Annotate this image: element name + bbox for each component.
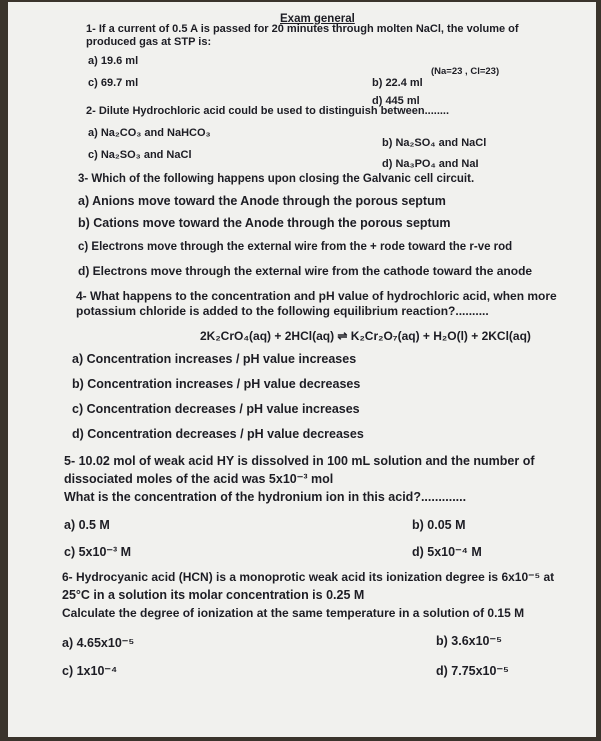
q6-option-c: c) 1x10⁻⁴ [62, 664, 118, 678]
q1-option-b: b) 22.4 ml [372, 77, 423, 89]
q4-text-line1: 4- What happens to the concentration and pH value of hydrochloric acid, when more [76, 289, 557, 303]
q6-text-line3: Calculate the degree of ionization at the same temperature in a solution of 0.15 M [62, 606, 525, 620]
q5-option-b: b) 0.05 M [412, 518, 466, 532]
q2-text: 2- Dilute Hydrochloric acid could be used to distinguish between........ [86, 105, 450, 117]
q4-equation: 2K₂CrO₄(aq) + 2HCl(aq) ⇌ K₂Cr₂O₇(aq) + H₂O(l) + 2KCl(aq) [200, 329, 531, 343]
q6-option-d: d) 7.75x10⁻⁵ [436, 664, 509, 678]
q4-option-a: a) Concentration increases / pH value increases [72, 352, 357, 366]
q3-option-b: b) Cations move toward the Anode through the porous septum [78, 216, 451, 230]
q5-text-line1: 5- 10.02 mol of weak acid HY is dissolved in 100 mL solution and the number of [64, 454, 535, 468]
q6-text-line1: 6- Hydrocyanic acid (HCN) is a monoprotic weak acid its ionization degree is 6x10⁻⁵ at [62, 570, 555, 584]
q1-note: (Na=23 , Cl=23) [431, 66, 500, 77]
q1-option-d: d) 445 ml [372, 95, 420, 107]
q2-option-b: b) Na₂SO₄ and NaCl [382, 137, 487, 149]
q1-text-line2: produced gas at STP is: [86, 36, 212, 48]
q6-text-line2: 25°C in a solution its molar concentration is 0.25 M [62, 588, 365, 602]
q2-option-d: d) Na₃PO₄ and NaI [382, 158, 479, 170]
q3-text: 3- Which of the following happens upon closing the Galvanic cell circuit. [78, 173, 475, 185]
q5-option-c: c) 5x10⁻³ M [64, 545, 132, 559]
q5-option-a: a) 0.5 M [64, 518, 110, 532]
q6-option-a: a) 4.65x10⁻⁵ [62, 636, 135, 650]
q5-text-line2: dissociated moles of the acid was 5x10⁻³ mol [64, 472, 334, 486]
q3-option-d: d) Electrons move through the external wire from the cathode toward the anode [78, 264, 533, 278]
q1-option-a: a) 19.6 ml [88, 55, 139, 67]
q4-option-b: b) Concentration increases / pH value decreases [72, 377, 361, 391]
q4-text-line2: potassium chloride is added to the following equilibrium reaction?.......... [76, 304, 489, 318]
q2-option-c: c) Na₂SO₃ and NaCl [88, 149, 192, 161]
q1-text-line1: 1- If a current of 0.5 A is passed for 20 minutes through molten NaCl, the volume of [86, 23, 519, 35]
q1-option-c: c) 69.7 ml [88, 77, 139, 89]
q5-option-d: d) 5x10⁻⁴ M [412, 545, 482, 559]
exam-sheet [8, 2, 596, 737]
q3-option-c: c) Electrons move through the external wire from the + rode toward the r-ve rod [78, 241, 513, 253]
q5-text-line3: What is the concentration of the hydronium ion in this acid?............. [64, 490, 467, 504]
q4-option-d: d) Concentration decreases / pH value decreases [72, 427, 364, 441]
q6-option-b: b) 3.6x10⁻⁵ [436, 634, 502, 648]
q4-option-c: c) Concentration decreases / pH value increases [72, 402, 360, 416]
q3-option-a: a) Anions move toward the Anode through the porous septum [78, 194, 446, 208]
page-title: Exam general [280, 13, 355, 25]
q2-option-a: a) Na₂CO₃ and NaHCO₃ [88, 127, 211, 139]
